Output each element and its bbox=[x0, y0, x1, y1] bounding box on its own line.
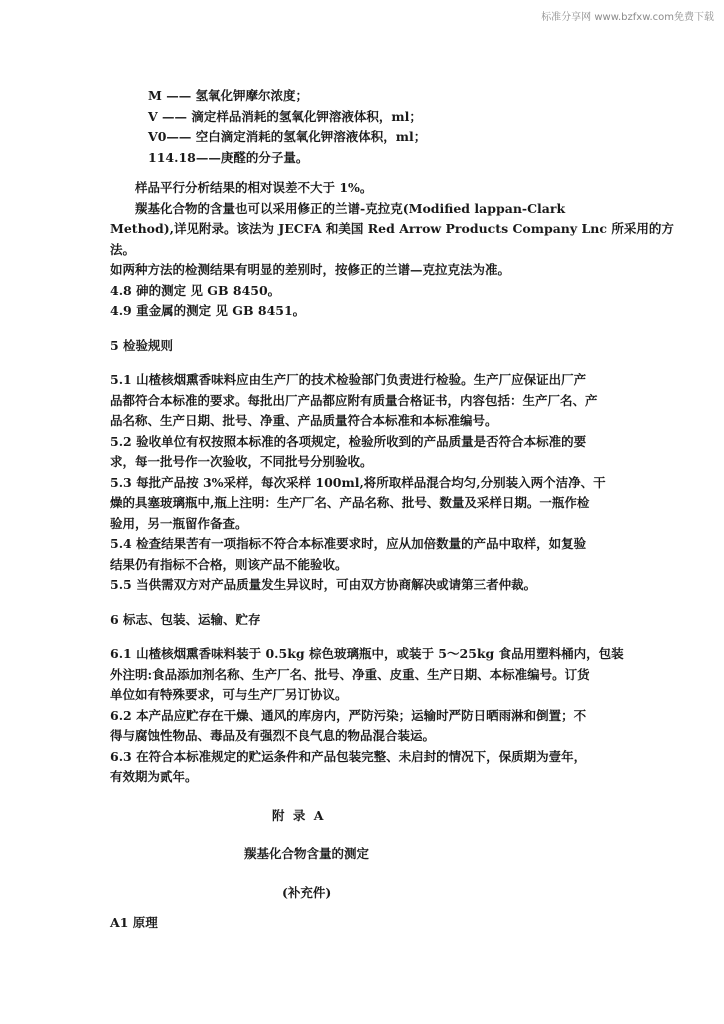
watermark-text: 标准分享网 www.bzfxw.com免费下载 bbox=[541, 12, 714, 23]
section-a1-heading: A1 原理 bbox=[110, 915, 158, 930]
definition-m: M —— 氢氧化钾摩尔浓度； bbox=[148, 88, 309, 103]
relative-error-paragraph: 样品平行分析结果的相对误差不大于 1%。 bbox=[135, 180, 373, 195]
section-6-3-line-1: 6.3 在符合本标准规定的贮运条件和产品包装完整、未启封的情况下，保质期为壹年， bbox=[110, 748, 587, 764]
section-5-4-line-1: 5.4 检查结果苦有一项指标不符合本标准要求时，应从加倍数量的产品中取样，如复验 bbox=[110, 536, 587, 551]
section-5-2-line-2: 求，每一批号作一次验收，不同批号分别验收。 bbox=[110, 454, 373, 469]
section-6-2-line-1: 6.2 本产品应贮存在干燥、通风的库房内，严防污染；运输时严防日晒雨淋和倒置；不 bbox=[110, 707, 587, 723]
definition-v: V —— 滴定样品消耗的氢氧化钾溶液体积，ml； bbox=[148, 108, 422, 124]
alternative-method-line-3: 法。 bbox=[110, 241, 136, 257]
section-6-1-line-2: 外注明:食品添加剂名称、生产厂名、批号、净重、皮重、生产日期、本标准编号。订货 bbox=[110, 666, 590, 682]
section-5-3-line-1: 5.3 每批产品按 3%采样，每次采样 100ml,将所取样品混合均匀,分别装入两个洁净、干 bbox=[110, 474, 606, 490]
section-5-2-line-1: 5.2 验收单位有权按照本标准的各项规定，检验所收到的产品质量是否符合本标准的要 bbox=[110, 433, 587, 449]
annex-a-title: 附 录 A bbox=[272, 807, 326, 823]
section-5-1-line-2: 品都符合本标准的要求。每批出厂产品都应附有质量合格证书，内容包括：生产厂名、产 bbox=[110, 392, 598, 408]
section-4-9: 4.9 重金属的测定 见 GB 8451。 bbox=[110, 303, 306, 318]
section-6-1-line-1: 6.1 山楂核烟熏香味料装于 0.5kg 棕色玻璃瓶中，或装于 5～25kg 食品用塑料桶内，包装 bbox=[110, 646, 624, 661]
document-page bbox=[110, 86, 674, 934]
section-6-2-line-2: 得与腐蚀性物品、毒品及有强烈不良气息的物品混合装运。 bbox=[110, 728, 436, 743]
section-5-5: 5.5 当供需双方对产品质量发生异议时，可由双方协商解决或请第三者仲裁。 bbox=[110, 577, 537, 592]
section-5-4-line-2: 结果仍有指标不合格，则该产品不能验收。 bbox=[110, 556, 348, 572]
section-6-heading: 6 标志、包装、运输、贮存 bbox=[110, 611, 261, 627]
annex-a-name: 羰基化合物含量的测定 bbox=[244, 846, 370, 861]
alternative-method-line-1: 羰基化合物的含量也可以采用修正的兰谱-克拉克(Modified lappan-Clark bbox=[135, 200, 566, 216]
section-5-1-line-3: 品名称、生产日期、批号、净重、产品质量符合本标准和本标准编号。 bbox=[110, 413, 498, 428]
section-5-3-line-2: 燥的具塞玻璃瓶中,瓶上注明：生产厂名、产品名称、批号、数量及采样日期。一瓶作检 bbox=[110, 495, 590, 510]
method-priority-paragraph: 如两种方法的检测结果有明显的差别时，按修正的兰谱—克拉克法为准。 bbox=[110, 262, 511, 277]
alternative-method-line-2: Method),详见附录。该法为 JECFA 和美国 Red Arrow Products Company Lnc 所采用的方 bbox=[110, 221, 674, 236]
section-5-3-line-3: 验用，另一瓶留作备查。 bbox=[110, 515, 248, 531]
definition-molar-mass: 114.18——庚醛的分子量。 bbox=[148, 149, 309, 165]
variable-definitions bbox=[110, 86, 616, 168]
section-4-8: 4.8 砷的测定 见 GB 8450。 bbox=[110, 282, 281, 298]
section-6-1-line-3: 单位如有特殊要求，可与生产厂另订协议。 bbox=[110, 687, 348, 702]
section-5-heading: 5 检验规则 bbox=[110, 337, 174, 353]
section-6-3-line-2: 有效期为贰年。 bbox=[110, 769, 198, 784]
section-5-1-line-1: 5.1 山楂核烟熏香味料应由生产厂的技术检验部门负责进行检验。生产厂应保证出厂产 bbox=[110, 372, 587, 387]
annex-a-supplement-label: (补充件) bbox=[282, 884, 332, 900]
definition-v0: V0—— 空白滴定消耗的氢氧化钾溶液体积，ml； bbox=[148, 129, 427, 144]
